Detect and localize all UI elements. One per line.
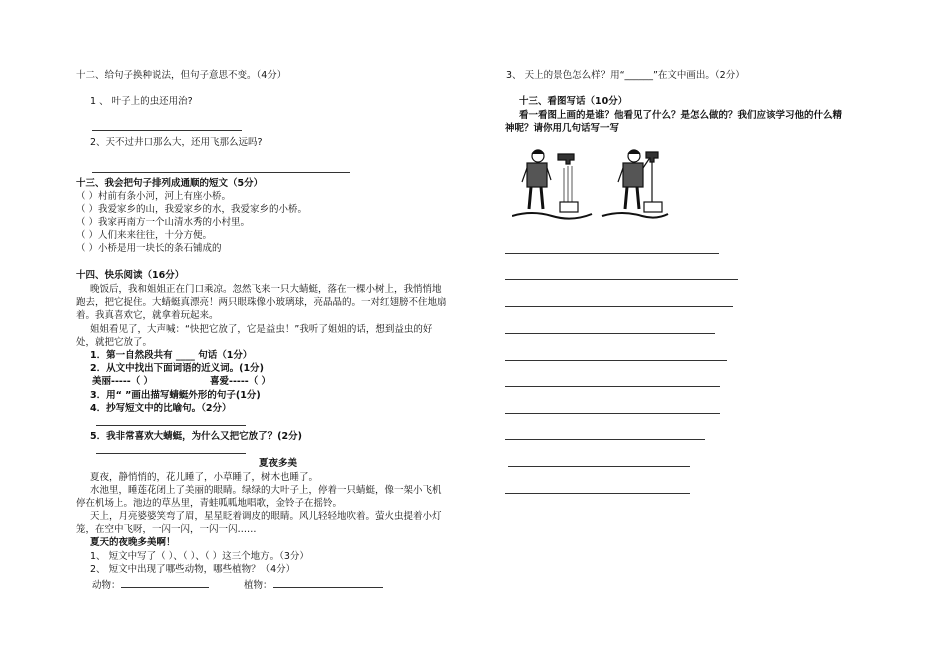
s12-question-2: 2、天不过井口那么大，还用飞那么远吗? (90, 137, 263, 148)
synonym-b: 喜爱-----（ ） (210, 376, 272, 387)
s14-question-3: 3．用“ ”画出描写蜻蜓外形的句子(1分) (90, 390, 261, 401)
writing-line[interactable] (505, 279, 738, 280)
passage2-line: 笼，在空中飞呀，一闪一闪，一闪一闪…… (76, 524, 257, 535)
section-13b-heading: 十三、看图写话（10分） (519, 96, 628, 107)
writing-line[interactable] (505, 386, 720, 387)
writing-line[interactable] (505, 253, 719, 254)
passage2-line: 天上，月亮婆婆笑弯了眉，星星眨着调皮的眼睛。风儿轻轻地吹着。萤火虫提着小灯 (90, 511, 442, 522)
writing-line[interactable] (505, 333, 715, 334)
ordering-item: （ ）小桥是用一块长的条石铺成的 (76, 243, 222, 254)
r-question-3: 3、 天上的景色怎么样？用“______”在文中画出。（2分） (506, 70, 745, 81)
answer-line[interactable] (92, 172, 350, 173)
ordering-item: （ ）我爱家乡的山，我爱家乡的水，我爱家乡的小桥。 (76, 204, 308, 215)
section-12-heading: 十二、给句子换种说法，但句子意思不变。（4分） (76, 70, 287, 81)
passage1-line: 着。我真喜欢它，就拿着玩起来。 (76, 310, 219, 321)
writing-line[interactable] (508, 466, 690, 467)
animals-row (92, 577, 209, 592)
s14-question-2: 2．从文中找出下面词语的近义词。(1分) (90, 363, 264, 374)
boy-faucet-illustration-icon (512, 146, 672, 224)
writing-line[interactable] (505, 306, 733, 307)
passage2-title: 夏夜多美 (259, 458, 298, 469)
passage2-line: 水池里，睡莲花闭上了美丽的眼睛。绿绿的大叶子上，停着一只蜻蜓，像一架小飞机 (90, 485, 442, 496)
passage2-line: 夏天的夜晚多美啊！ (90, 537, 176, 548)
passage1-line: 处，就把它放了。 (76, 337, 153, 348)
ordering-item: （ ）我家再南方一个山清水秀的小村里。 (76, 217, 251, 228)
p2-question-2: 2、 短文中出现了哪些动物，哪些植物？（4分） (90, 564, 296, 575)
passage1-line: 姐姐看见了，大声喊：“快把它放了，它是益虫！”我听了姐姐的话，想到益虫的好 (90, 324, 433, 335)
s14-question-1: 1．第一自然段共有 ____ 句话（1分） (90, 350, 253, 361)
passage1-line: 跑去，把它捉住。大蜻蜓真漂亮！两只眼珠像小玻璃球，亮晶晶的。一对红翅膀不住地扇 (76, 297, 447, 308)
writing-line[interactable] (505, 360, 727, 361)
writing-line[interactable] (505, 493, 690, 494)
s14-question-4: 4．抄写短文中的比喻句。（2分） (90, 403, 232, 414)
section-14-heading: 十四、快乐阅读（16分） (76, 270, 185, 281)
writing-line[interactable] (505, 413, 720, 414)
animals-label: 动物： (92, 580, 121, 591)
answer-line[interactable] (96, 425, 246, 426)
s12-question-1: 1 、 叶子上的虫还用治? (90, 96, 193, 107)
plants-row (244, 577, 383, 592)
synonym-a: 美丽-----（ ） (92, 376, 154, 387)
picture-prompt: 神呢？请你用几句话写一写 (505, 123, 620, 134)
s14-question-5: 5．我非常喜欢大蜻蜓，为什么又把它放了？(2分) (90, 431, 302, 442)
passage1-line: 晚饭后，我和姐姐正在门口乘凉。忽然飞来一只大蜻蜓，落在一棵小树上，我悄悄地 (90, 284, 442, 295)
section-13-heading: 十三、我会把句子排列成通顺的短文（5分） (76, 178, 264, 189)
animals-blank[interactable] (121, 577, 209, 588)
plants-blank[interactable] (273, 577, 383, 588)
ordering-item: （ ）人们来来往往，十分方便。 (76, 230, 213, 241)
plants-label: 植物： (244, 580, 273, 591)
writing-line[interactable] (505, 439, 705, 440)
picture-prompt: 看一看图上画的是谁？他看见了什么？是怎么做的？我们应该学习他的什么精 (519, 110, 843, 121)
ordering-item: （ ）村前有条小河，河上有座小桥。 (76, 191, 232, 202)
p2-question-1: 1、 短文中写了（ ）、（ ）、（ ）这三个地方。（3分） (90, 551, 309, 562)
passage2-line: 停在机场上。池边的草丛里，青蛙呱呱地唱歌，金铃子在摇铃。 (76, 498, 343, 509)
answer-line[interactable] (96, 453, 246, 454)
passage2-line: 夏夜，静悄悄的，花儿睡了，小草睡了，树木也睡了。 (90, 472, 319, 483)
answer-line[interactable] (92, 130, 242, 131)
